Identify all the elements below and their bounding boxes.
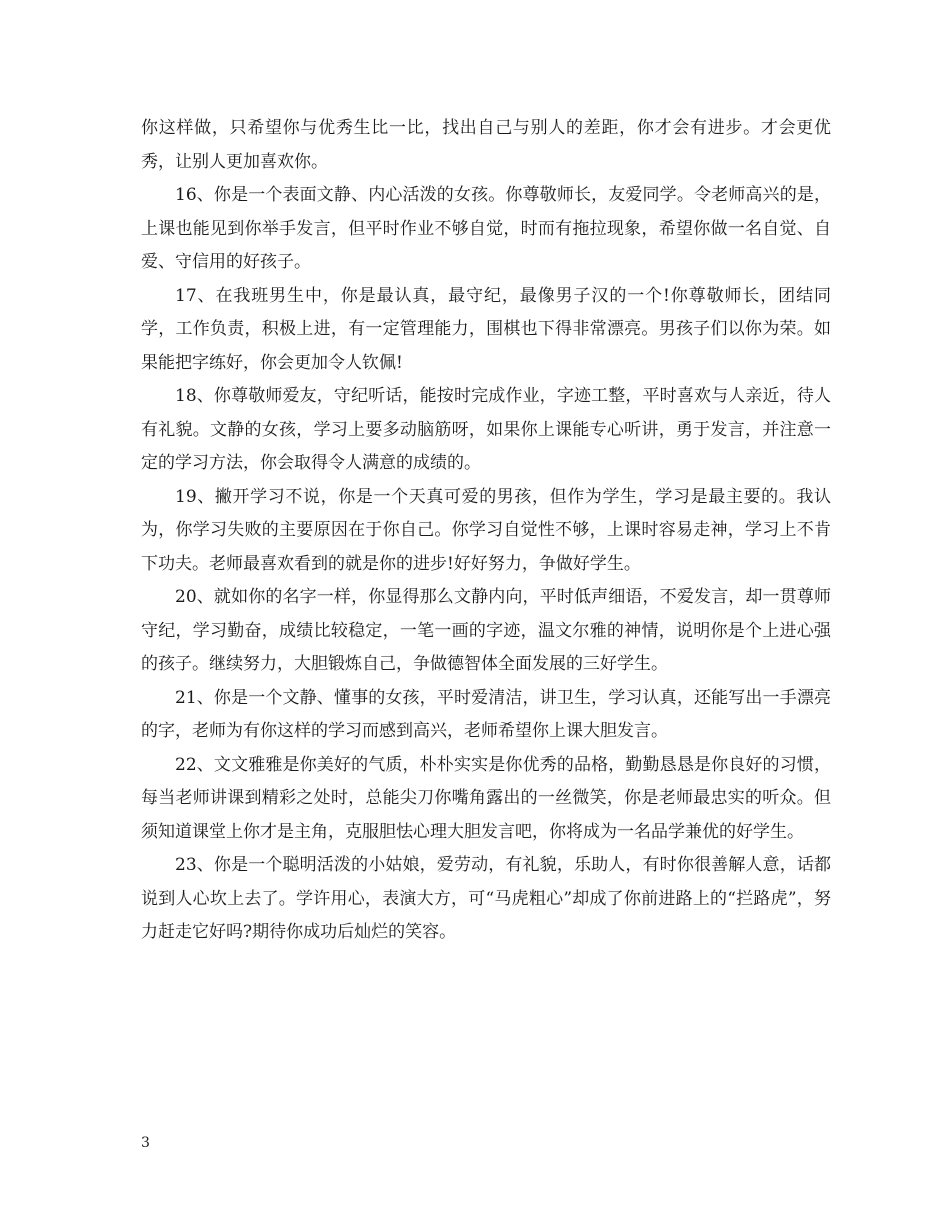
paragraph-comment-17: 17、在我班男生中，你是最认真，最守纪，最像男子汉的一个!你尊敬师长，团结同学，工作负责，积极上进，有一定管理能力，围棋也下得非常漂亮。男孩子们以你为荣。如果能把字练好，你会更加令人钦佩! — [141, 285, 831, 373]
paragraph-comment-18: 18、你尊敬师爱友，守纪听话，能按时完成作业，字迹工整，平时喜欢与人亲近，待人有礼貌。文静的女孩，学习上要多动脑筋呀，如果你上课能专心听讲，勇于发言，并注意一定的学习方法，你会取得令人满意的成绩的。 — [141, 386, 831, 473]
paragraph-comment-16: 16、你是一个表面文静、内心活泼的女孩。你尊敬师长，友爱同学。令老师高兴的是，上课也能见到你举手发言，但平时作业不够自觉，时而有拖拉现象，希望你做一名自觉、自爱、守信用的好孩子。 — [141, 185, 831, 272]
paragraph-comment-23: 23、你是一个聪明活泼的小姑娘，爱劳动，有礼貌，乐助人，有时你很善解人意，话都说到人心坎上去了。学许用心，表演大方，可“马虎粗心”却成了你前进路上的“拦路虎”，努力赶走它好吗?期待你成功后灿烂的笑容。 — [141, 855, 831, 942]
paragraph-comment-19: 19、撇开学习不说，你是一个天真可爱的男孩，但作为学生，学习是最主要的。我认为，你学习失败的主要原因在于你自己。你学习自觉性不够，上课时容易走神，学习上不肯下功夫。老师最喜欢看到的就是你的进步!好好努力，争做好学生。 — [141, 486, 831, 574]
paragraph-comment-22: 22、文文雅雅是你美好的气质，朴朴实实是你优秀的品格，勤勤恳恳是你良好的习惯，每当老师讲课到精彩之处时，总能尖刀你嘴角露出的一丝微笑，你是老师最忠实的听众。但须知道课堂上你才是主角，克服胆怯心理大胆发言吧，你将成为一名品学兼优的好学生。 — [141, 754, 831, 842]
document-body — [141, 112, 831, 950]
paragraph-comment-21: 21、你是一个文静、懂事的女孩，平时爱清洁，讲卫生，学习认真，还能写出一手漂亮的字，老师为有你这样的学习而感到高兴，老师希望你上课大胆发言。 — [141, 687, 831, 741]
paragraph-continuation: 你这样做，只希望你与优秀生比一比，找出自己与别人的差距，你才会有进步。才会更优秀，让别人更加喜欢你。 — [141, 118, 831, 172]
page-number: 3 — [141, 1135, 150, 1151]
paragraph-comment-20: 20、就如你的名字一样，你显得那么文静内向，平时低声细语，不爱发言，却一贯尊师守纪，学习勤奋，成绩比较稳定，一笔一画的字迹，温文尔雅的神情，说明你是个上进心强的孩子。继续努力，大胆锻炼自己，争做德智体全面发展的三好学生。 — [141, 587, 831, 674]
